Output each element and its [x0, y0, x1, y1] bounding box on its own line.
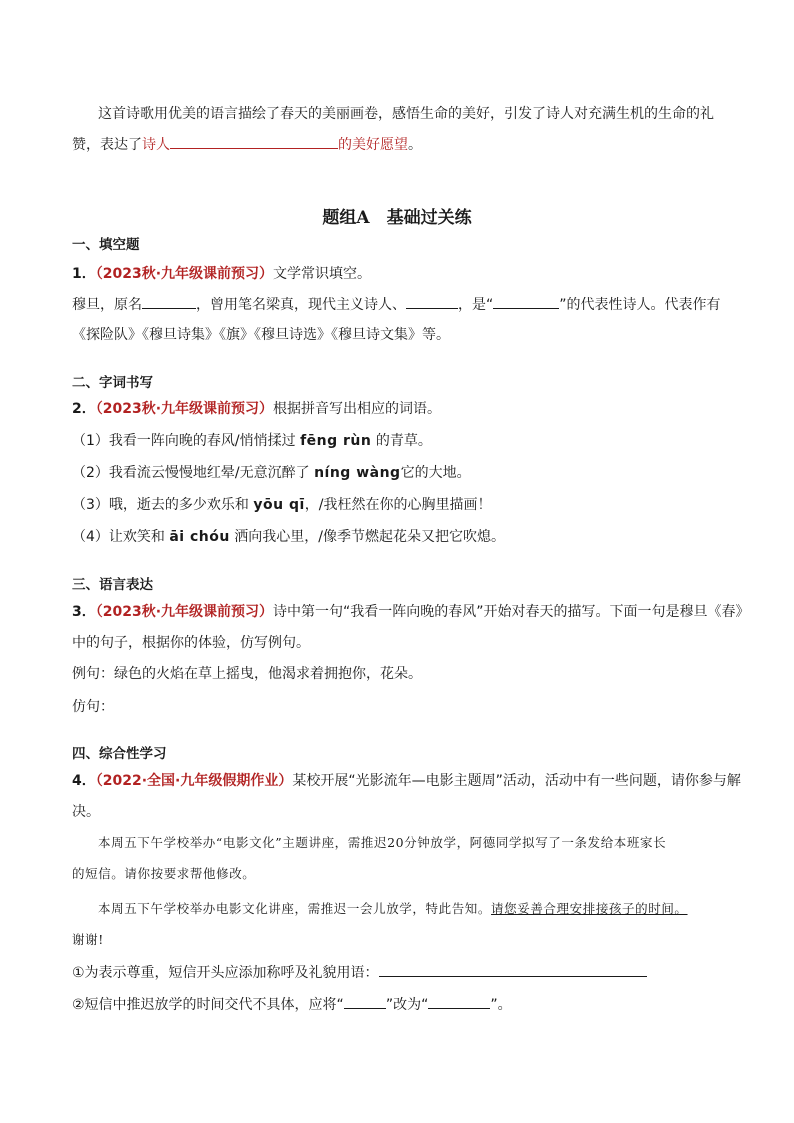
intro-line-2 — [72, 134, 724, 155]
page-title: 题组A 基础过关练 — [322, 208, 472, 228]
q1-blank-name[interactable] — [142, 294, 196, 309]
section-4-heading: 四、综合性学习 — [72, 746, 167, 762]
question-4-source: （2022·全国·九年级假期作业） — [95, 773, 293, 789]
q4-subquestion-1 — [72, 962, 724, 983]
q1-text-c: ，是“ — [458, 297, 494, 313]
intro-answer-start: 诗人 — [142, 137, 170, 153]
intro-text-2: 赞，表达了 — [72, 137, 142, 153]
question-4-number: 4． — [72, 773, 96, 789]
q2-item-2-tail: 它的大地。 — [400, 465, 471, 481]
q4-subquestion-2 — [72, 994, 724, 1015]
section-3-heading: 三、语言表达 — [72, 577, 153, 593]
q2-item-1-text: （1）我看一阵向晚的春风/悄悄揉过 — [72, 433, 301, 449]
intro-period: 。 — [408, 137, 422, 153]
q2-item-3 — [72, 495, 724, 515]
q2-item-4-text: （4）让欢笑和 — [72, 529, 170, 545]
question-3 — [72, 602, 750, 622]
intro-text-1: 这首诗歌用优美的语言描绘了春天的美丽画卷，感悟生命的美好，引发了诗人对充满生机的生命的礼 — [98, 106, 714, 122]
q2-item-3-pinyin: yōu qī — [253, 497, 305, 513]
q4-sub1-text: ①为表示尊重，短信开头应添加称呼及礼貌用语： — [72, 965, 379, 981]
q2-item-1 — [72, 431, 724, 451]
q4-instruction-2: 的短信。请你按要求帮他修改。 — [72, 866, 256, 881]
q1-text-d: ”的代表性诗人。代表作有 — [559, 297, 721, 313]
q4-message-underlined: 请您妥善合理安排接孩子的时间。 — [491, 901, 688, 916]
question-4-prompt: 某校开展“光影流年—电影主题周”活动，活动中有一些问题，请你参与解 — [292, 773, 741, 789]
question-1-number: 1． — [72, 266, 96, 282]
question-2-number: 2． — [72, 401, 96, 417]
question-1-works: 《探险队》《穆旦诗集》《旗》《穆旦诗选》《穆旦诗文集》等。 — [72, 327, 450, 343]
q2-item-1-pinyin: fēng rùn — [300, 433, 372, 449]
question-4-line-2: 决。 — [72, 804, 100, 820]
question-1-body — [72, 294, 724, 315]
question-1 — [72, 264, 724, 284]
q4-instruction-1: 本周五下午学校举办“电影文化”主题讲座，需推迟20分钟放学，阿德同学拟写了一条发给本班家长 — [98, 835, 667, 850]
question-2-source: （2023秋·九年级课前预习） — [95, 401, 274, 417]
question-3-example: 例句：绿色的火焰在草上摇曳，他渴求着拥抱你，花朵。 — [72, 666, 422, 682]
q2-item-2 — [72, 463, 724, 483]
q2-item-1-tail: 的青草。 — [371, 433, 432, 449]
q2-item-3-tail: ，/我枉然在你的心胸里描画！ — [304, 497, 492, 513]
intro-answer-blank[interactable] — [170, 134, 338, 149]
question-3-imitate: 仿句： — [72, 699, 114, 715]
q4-message-text: 本周五下午学校举办电影文化讲座，需推迟一会儿放学，特此告知。 — [98, 901, 492, 916]
q2-item-4-tail: 洒向我心里，/像季节燃起花朵又把它吹熄。 — [229, 529, 506, 545]
q4-message-line-2: 谢谢! — [72, 932, 104, 947]
q4-message-line-1 — [98, 899, 724, 919]
question-3-source: （2023秋·九年级课前预习） — [95, 604, 274, 620]
q2-item-4-pinyin: āi chóu — [169, 529, 230, 545]
q2-item-4 — [72, 527, 724, 547]
q1-blank-role[interactable] — [406, 294, 458, 309]
q1-blank-group[interactable] — [493, 294, 559, 309]
q4-sub1-blank[interactable] — [379, 962, 647, 977]
question-1-source: （2023秋·九年级课前预习） — [95, 266, 274, 282]
q4-sub2-text-b: ”改为“ — [385, 997, 429, 1013]
q4-sub2-text-a: ②短信中推迟放学的时间交代不具体，应将“ — [72, 997, 344, 1013]
section-2-heading: 二、字词书写 — [72, 375, 153, 391]
q4-sub2-text-c: ”。 — [490, 997, 512, 1013]
intro-line-1 — [98, 104, 724, 124]
q4-sub2-blank-2[interactable] — [428, 994, 490, 1009]
question-2-prompt: 根据拼音写出相应的词语。 — [273, 401, 442, 417]
q4-sub2-blank-1[interactable] — [344, 994, 386, 1009]
question-2 — [72, 399, 724, 419]
q2-item-3-text: （3）哦，逝去的多少欢乐和 — [72, 497, 254, 513]
question-4 — [72, 771, 741, 791]
section-1-heading: 一、填空题 — [72, 237, 140, 253]
q2-item-2-pinyin: níng wàng — [314, 465, 401, 481]
q1-text-a: 穆旦，原名 — [72, 297, 142, 313]
question-3-prompt: 诗中第一句“我看一阵向晚的春风”开始对春天的描写。下面一句是穆旦《春》 — [273, 604, 750, 620]
question-1-prompt: 文学常识填空。 — [273, 266, 372, 282]
q2-item-2-text: （2）我看流云慢慢地红晕/无意沉醉了 — [72, 465, 315, 481]
intro-answer-end: 的美好愿望 — [338, 137, 408, 153]
q1-text-b: ，曾用笔名梁真，现代主义诗人、 — [196, 297, 406, 313]
question-3-number: 3． — [72, 604, 96, 620]
question-3-line-2: 中的句子，根据你的体验，仿写例句。 — [72, 635, 310, 651]
